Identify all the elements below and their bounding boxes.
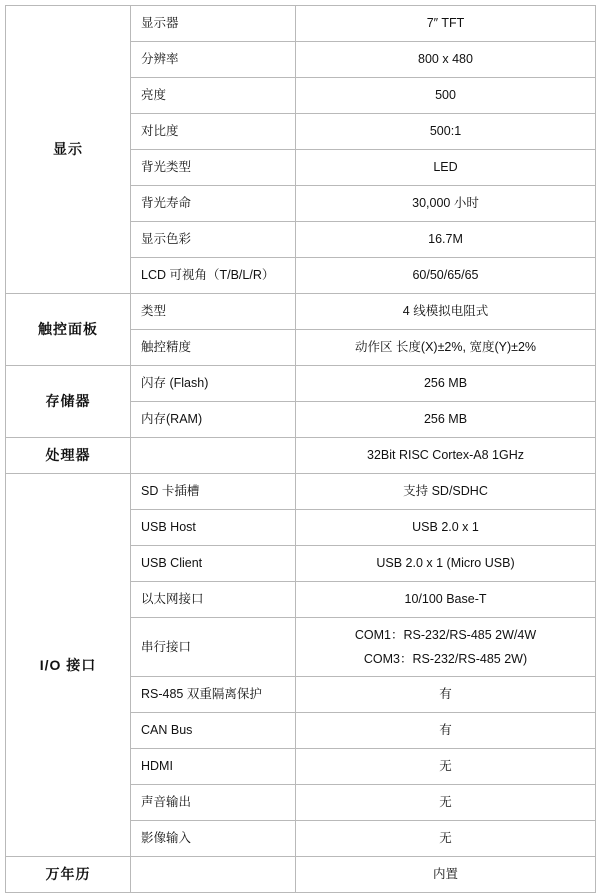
item-cell [131,438,296,474]
item-cell: USB Host [131,510,296,546]
item-cell [131,857,296,893]
value-line: 有 [439,723,452,738]
value-line: 256 MB [423,376,468,391]
specification-table [5,5,596,893]
item-cell: 显示色彩 [131,222,296,258]
table-row [6,438,596,474]
value-cell [296,510,596,546]
item-cell: SD 卡插槽 [131,474,296,510]
item-cell: HDMI [131,749,296,785]
specification-table-body [6,6,596,893]
item-cell: 分辨率 [131,42,296,78]
value-line: 有 [439,687,452,702]
item-cell: 背光类型 [131,150,296,186]
value-cell [296,713,596,749]
value-line: COM3：RS-232/RS-485 2W) [363,651,528,666]
value-cell [296,402,596,438]
value-line: 10/100 Base-T [404,592,487,607]
group-cell: 显示 [6,6,131,294]
value-cell [296,366,596,402]
value-cell [296,114,596,150]
table-row [6,474,596,510]
item-cell: 声音输出 [131,785,296,821]
value-cell [296,6,596,42]
value-line: 60/50/65/65 [412,268,479,283]
group-cell: 存储器 [6,366,131,438]
item-cell: 内存(RAM) [131,402,296,438]
group-cell: 万年历 [6,857,131,893]
item-cell: RS-485 双重隔离保护 [131,677,296,713]
value-cell [296,222,596,258]
value-line: 256 MB [423,412,468,427]
item-cell: LCD 可视角（T/B/L/R） [131,258,296,294]
group-cell: 触控面板 [6,294,131,366]
value-cell [296,78,596,114]
item-cell: 串行接口 [131,618,296,677]
value-line: 16.7M [428,232,463,247]
value-cell [296,150,596,186]
value-line: LED [433,160,458,175]
item-cell: 闪存 (Flash) [131,366,296,402]
value-line: 7″ TFT [426,16,465,31]
item-cell: 以太网接口 [131,582,296,618]
value-cell [296,258,596,294]
table-row [6,294,596,330]
group-cell: I/O 接口 [6,474,131,857]
group-cell: 处理器 [6,438,131,474]
value-line: 支持 SD/SDHC [403,484,488,499]
item-cell: 触控精度 [131,330,296,366]
item-cell: CAN Bus [131,713,296,749]
value-line: 4 线模拟电阻式 [402,304,489,319]
value-cell [296,42,596,78]
value-cell [296,677,596,713]
value-cell [296,438,596,474]
item-cell: 背光寿命 [131,186,296,222]
value-line: 无 [439,759,452,774]
table-row [6,857,596,893]
value-cell [296,618,596,677]
value-line: USB 2.0 x 1 (Micro USB) [376,556,515,571]
value-cell [296,749,596,785]
value-cell [296,474,596,510]
value-line: 内置 [432,867,458,882]
value-line: 500 [435,88,456,103]
item-cell: USB Client [131,546,296,582]
value-line: COM1：RS-232/RS-485 2W/4W [354,627,537,642]
item-cell: 显示器 [131,6,296,42]
table-row [6,366,596,402]
item-cell: 亮度 [131,78,296,114]
value-line: 30,000 小时 [412,196,479,211]
value-line: 无 [439,831,452,846]
value-cell [296,186,596,222]
value-line: 无 [439,795,452,810]
value-line: 动作区 长度(X)±2%, 宽度(Y)±2% [354,340,537,355]
value-cell [296,330,596,366]
value-cell [296,582,596,618]
value-line: 32Bit RISC Cortex-A8 1GHz [367,448,524,463]
item-cell: 对比度 [131,114,296,150]
value-cell [296,857,596,893]
value-cell [296,785,596,821]
value-line: USB 2.0 x 1 [412,520,479,535]
item-cell: 影像输入 [131,821,296,857]
value-line: 800 x 480 [418,52,473,67]
value-line: 500:1 [429,124,462,139]
table-row [6,6,596,42]
value-cell [296,546,596,582]
value-cell [296,294,596,330]
item-cell: 类型 [131,294,296,330]
value-cell [296,821,596,857]
